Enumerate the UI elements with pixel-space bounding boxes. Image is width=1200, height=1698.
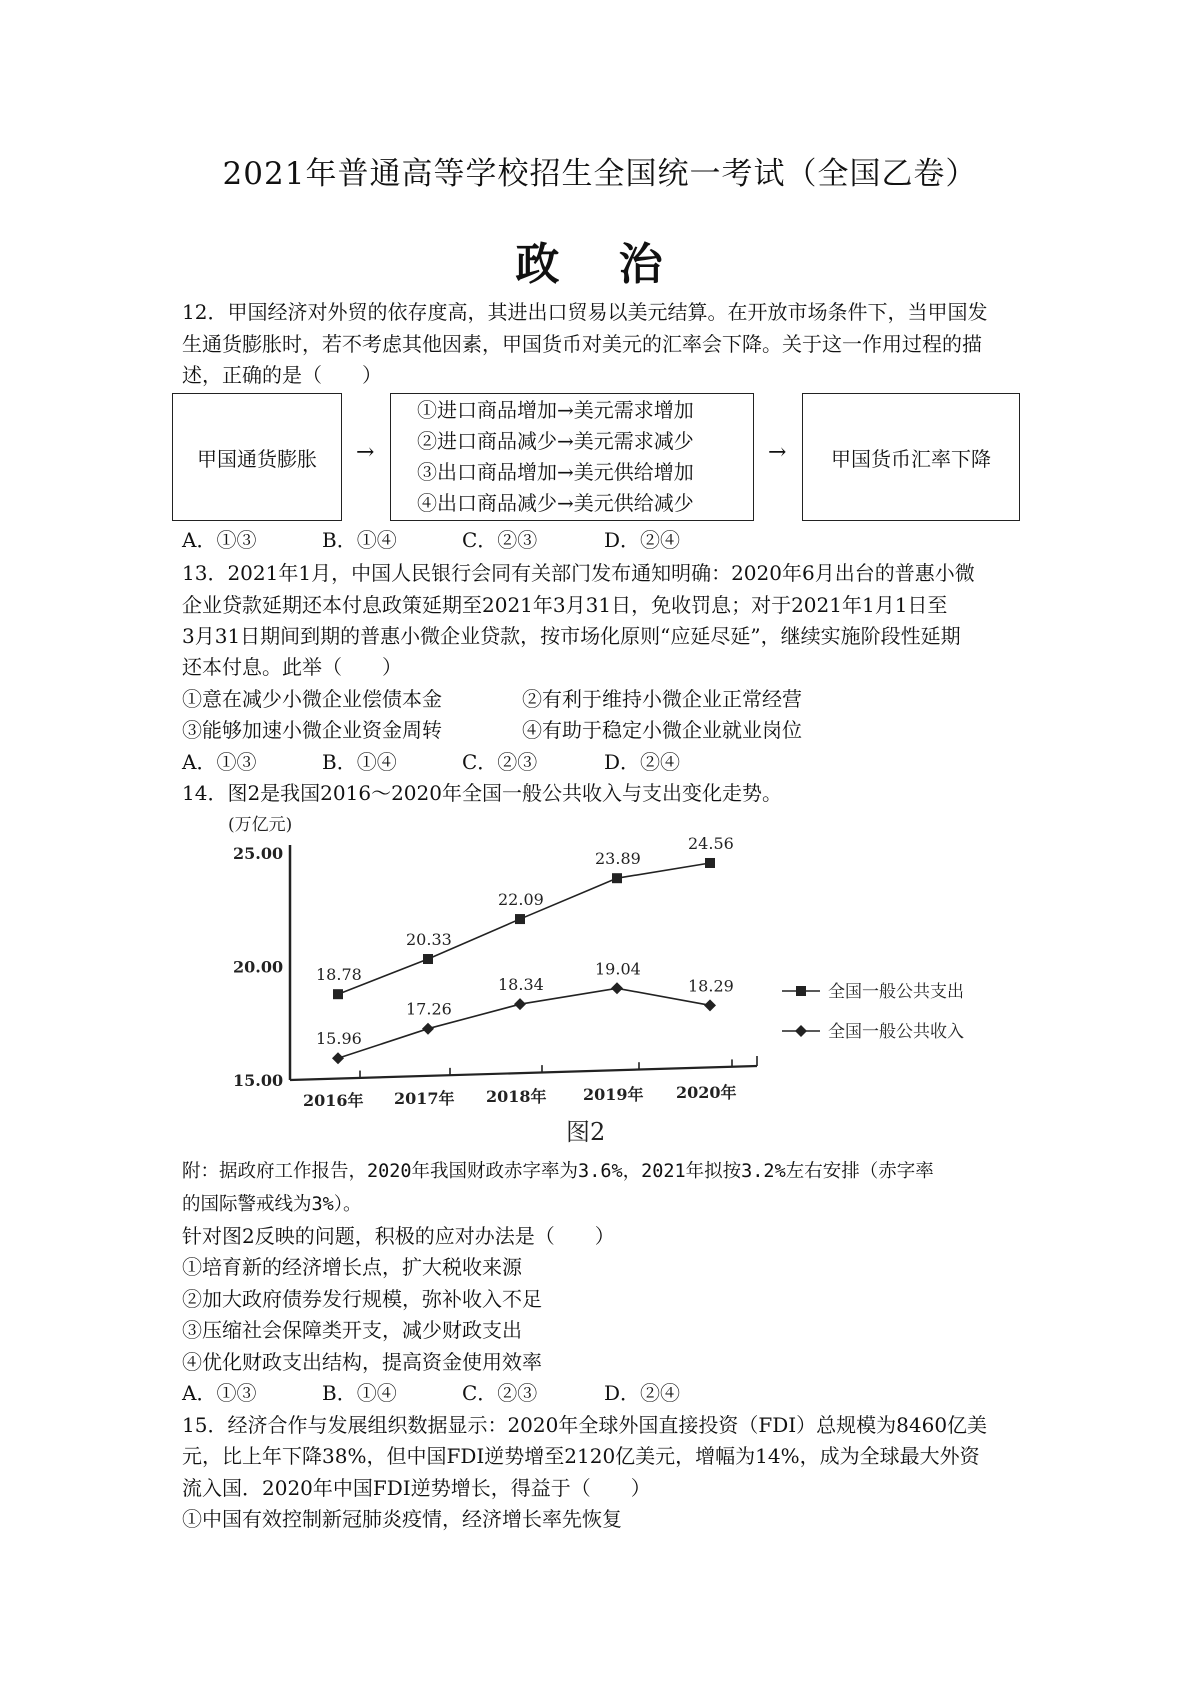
chart-y-ticks xyxy=(233,844,283,1090)
chart-y-unit-label: (万亿元) xyxy=(228,815,293,835)
chart-x-tick-label: 2016年 xyxy=(303,1091,364,1110)
q13-option-b: B．①④ xyxy=(322,750,397,774)
chart-legend-label: 全国一般公共收入 xyxy=(828,1022,964,1042)
chart-point-diamond xyxy=(332,1052,344,1064)
chart-point-diamond xyxy=(422,1023,434,1035)
q14-statement-3: ③压缩社会保障类开支，减少财政支出 xyxy=(182,1318,522,1342)
chart-data-label: 15.96 xyxy=(316,1029,362,1049)
q13-statement-2: ②有利于维持小微企业正常经营 xyxy=(522,687,802,711)
q14-question: 针对图2反映的问题，积极的应对办法是（ ） xyxy=(182,1224,615,1248)
q14-line-chart xyxy=(0,808,1200,1168)
chart-data-label: 18.78 xyxy=(316,965,362,985)
q14-statement-2: ②加大政府债券发行规模，弥补收入不足 xyxy=(182,1287,542,1311)
q13-statement-row-2 xyxy=(182,715,802,745)
q14-statement-4: ④优化财政支出结构，提高资金使用效率 xyxy=(182,1350,542,1374)
chart-caption: 图2 xyxy=(566,1118,606,1146)
flow-item-1: ①进口商品增加→美元需求增加 xyxy=(417,398,694,422)
q15-line-1: 15．经济合作与发展组织数据显示：2020年全球外国直接投资（FDI）总规模为8460亿美 xyxy=(182,1413,988,1437)
flow-box-inflation: 甲国通货膨胀 xyxy=(172,393,342,521)
chart-legend-marker-diamond xyxy=(795,1025,807,1037)
q13-statement-1: ①意在减少小微企业偿债本金 xyxy=(182,687,442,711)
q14-note-line-2: 的国际警戒线为3%）。 xyxy=(182,1194,362,1215)
q15-statement-1: ①中国有效控制新冠肺炎疫情，经济增长率先恢复 xyxy=(182,1507,622,1531)
q12-option-b: B．①④ xyxy=(322,528,397,552)
q14-option-d: D．②④ xyxy=(604,1381,681,1405)
chart-data-label: 22.09 xyxy=(498,890,544,910)
q13-statement-3: ③能够加速小微企业资金周转 xyxy=(182,718,442,742)
q12-line-3: 述，正确的是（ ） xyxy=(182,363,382,387)
q14-note-line-1: 附：据政府工作报告，2020年我国财政赤字率为3.6%，2021年拟按3.2%左右安排（赤字率 xyxy=(182,1161,934,1182)
q14-option-c: C．②③ xyxy=(462,1381,538,1405)
chart-legend-label: 全国一般公共支出 xyxy=(828,982,964,1002)
q13-option-a: A．①③ xyxy=(182,750,257,774)
q14-statement-1: ①培育新的经济增长点，扩大税收来源 xyxy=(182,1255,522,1279)
chart-point-diamond xyxy=(514,998,526,1010)
q13-statement-4: ④有助于稳定小微企业就业岗位 xyxy=(522,718,802,742)
q15-line-2: 元，比上年下降38%，但中国FDI逆势增至2120亿美元，增幅为14%，成为全球最大外资 xyxy=(182,1444,980,1468)
flow-item-2: ②进口商品减少→美元需求减少 xyxy=(417,429,694,453)
q13-line-1: 13．2021年1月，中国人民银行会同有关部门发布通知明确：2020年6月出台的普惠小微 xyxy=(182,561,975,585)
chart-point-square xyxy=(515,914,525,924)
flow-box-mechanisms xyxy=(390,393,754,521)
chart-y-tick-label: 25.00 xyxy=(233,844,284,863)
chart-legend-marker-square xyxy=(796,986,806,996)
q14-intro: 14．图2是我国2016～2020年全国一般公共收入与支出变化走势。 xyxy=(182,781,782,805)
chart-series-line xyxy=(338,988,710,1058)
flow-item-3: ③出口商品增加→美元供给增加 xyxy=(417,460,694,484)
q14-option-b: B．①④ xyxy=(322,1381,397,1405)
flow-arrow-1: → xyxy=(356,440,375,465)
chart-data-label: 20.33 xyxy=(406,930,452,950)
chart-series xyxy=(316,834,734,1064)
q13-options xyxy=(182,747,680,777)
chart-x-tick-label: 2019年 xyxy=(583,1085,644,1104)
flow-box-exchange-rate: 甲国货币汇率下降 xyxy=(802,393,1020,521)
chart-point-diamond xyxy=(611,982,623,994)
q15-line-3: 流入国．2020年中国FDI逆势增长，得益于（ ） xyxy=(182,1476,651,1500)
chart-y-tick-label: 15.00 xyxy=(233,1071,284,1090)
flow-arrow-2: → xyxy=(768,440,787,465)
q13-option-c: C．②③ xyxy=(462,750,538,774)
q13-statement-row-1 xyxy=(182,684,802,714)
chart-point-square xyxy=(423,954,433,964)
q12-options xyxy=(182,525,680,555)
chart-point-square xyxy=(705,858,715,868)
q12-option-c: C．②③ xyxy=(462,528,538,552)
subject-title: 政 治 xyxy=(515,239,685,290)
chart-x-tick-label: 2020年 xyxy=(676,1083,737,1102)
chart-data-label: 18.29 xyxy=(688,976,734,996)
q13-line-2: 企业贷款延期还本付息政策延期至2021年3月31日，免收罚息；对于2021年1月1日至 xyxy=(182,593,948,617)
q14-option-a: A．①③ xyxy=(182,1381,257,1405)
q12-option-a: A．①③ xyxy=(182,528,257,552)
chart-data-label: 17.26 xyxy=(406,999,452,1019)
exam-title: 2021年普通高等学校招生全国统一考试（全国乙卷） xyxy=(222,156,978,192)
chart-point-square xyxy=(612,873,622,883)
chart-x-tick-label: 2017年 xyxy=(394,1089,455,1108)
q12-line-1: 12．甲国经济对外贸的依存度高，其进出口贸易以美元结算。在开放市场条件下，当甲国发 xyxy=(182,300,988,324)
chart-legend xyxy=(782,982,964,1042)
flow-item-4: ④出口商品减少→美元供给减少 xyxy=(417,491,694,515)
chart-point-diamond xyxy=(704,999,716,1011)
chart-data-label: 18.34 xyxy=(498,975,544,995)
chart-data-label: 23.89 xyxy=(595,849,641,869)
chart-y-tick-label: 20.00 xyxy=(233,957,284,977)
chart-x-tick-label: 2018年 xyxy=(486,1087,547,1106)
chart-x-ticks xyxy=(303,1083,737,1110)
chart-data-label: 19.04 xyxy=(595,959,641,979)
q12-option-d: D．②④ xyxy=(604,528,681,552)
q14-options xyxy=(182,1378,680,1408)
q13-line-4: 还本付息。此举（ ） xyxy=(182,655,402,679)
chart-data-label: 24.56 xyxy=(688,833,734,853)
q13-line-3: 3月31日期间到期的普惠小微企业贷款，按市场化原则“应延尽延”，继续实施阶段性延期 xyxy=(182,624,961,648)
chart-point-square xyxy=(333,989,343,999)
q12-line-2: 生通货膨胀时，若不考虑其他因素，甲国货币对美元的汇率会下降。关于这一作用过程的描 xyxy=(182,332,982,356)
q13-option-d: D．②④ xyxy=(604,750,681,774)
